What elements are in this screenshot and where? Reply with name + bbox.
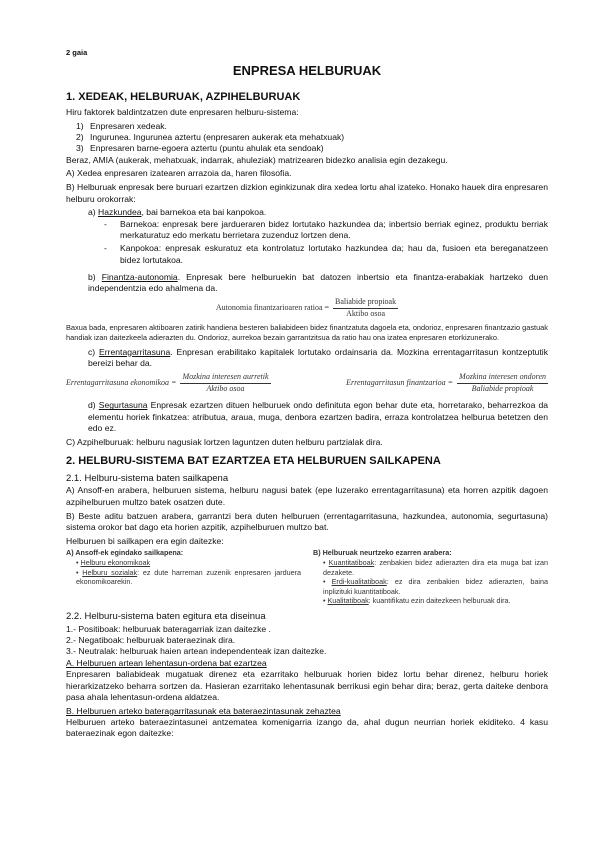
segurtasuna-title: Segurtasuna — [98, 400, 148, 411]
factors-list — [76, 121, 548, 155]
errentagarritasuna-title: Errentagarritasuna — [99, 346, 171, 357]
finantzarioa-formula: Errentagarritasun finantzarioa = $\frac{\text{Mozkina interesen ondoren}}{\text{Baliabide propioak}}$ — [346, 372, 546, 393]
sailkapen-intro: Helburuen bi sailkapen era egin daitezke: — [66, 535, 224, 546]
classification-col-b: B) Helburuak neurtzeko ezarren arabera: • Kuantitatiboak: zenbakien bidez adierazten dira eta muga bat izan dezakete. • Erdi-kualitatiboak: ez dira zenbakien bidez adierazten, baina inplizituki kuantitatiboak. • Kualitatiboak: kuantifikatu ezin daitezkeen helburuak dira. — [313, 548, 549, 605]
errentagarritasuna-item: c) Errentagarritasuna. Enpresan erabilitako kapitalek lortutako ordainsaria da. Mozkina errentagarritasun kontzeptutik bereizi behar da. — [88, 346, 549, 369]
errentagarritasun-formulas — [66, 372, 548, 394]
subsection-2-2: 2.2. Helburu-sistema baten egitura eta diseinua — [66, 611, 266, 623]
ansoff-paragraph: A) Ansoff-en arabera, helburuen sistema, helburu nagusi batek (epe luzerako errentagarritasuna) eta horren azpitik dagoen azpihelburuen multzo batek osatzen dute. — [66, 485, 548, 507]
azpihelburuak-paragraph: C) Azpihelburuak: helburu nagusiak lortzen laguntzen duten helburu partzialak dira. — [66, 436, 383, 447]
list-item: - Kanpokoa: enpresak eskuratuz eta kontrolatuz lortutako hazkundea da; hau da, fusioen eta bereganatzeen bidez lortutakoa. — [104, 243, 548, 265]
hazkundea-title: Hazkundea — [98, 207, 142, 218]
s1-intro: Hiru faktorek baldintzatzen dute enpresaren helburu-sistema: — [66, 106, 299, 117]
finantza-autonomia-title: Finantza-autonomia — [101, 272, 178, 283]
list-item: 2.- Negatiboak: helburuak bateraezinak dira. — [66, 635, 236, 646]
list-item: - Barnekoa: enpresak bere jardueraren bidez lortutako hazkundea da; inbertsio berriak eginez, produktu berriak merkaturatuz edo merkatu berrietara zuzenduz lortzen dena. — [104, 218, 548, 241]
beraz-paragraph: Beraz, AMIA (aukerak, mehatxuak, indarrak, ahuleziak) matrizearen bidezko analisia egin dezakegu. — [66, 154, 448, 165]
list-item: 1) Enpresaren xedeak. — [76, 120, 167, 131]
list-item: 2) Ingurunea. Ingurunea aztertu (enpresaren aukerak eta mehatxuak) — [76, 131, 345, 142]
segurtasuna-item: d) Segurtasuna Enpresak ezartzen dituen helburuek ondo definituta egon behar dute eta, horretarako, beharrezkoa da elementu horiek finkatzea: atributua, araua, muga, denbora ezartzen badira, erraza kontrolatzea helburua betetzen den edo ez. — [88, 400, 548, 434]
section-1-heading: 1. XEDEAK, HELBURUAK, AZPIHELBURUAK — [66, 91, 301, 104]
list-item: 3.- Neutralak: helburuak haien artean independenteak izan daitezke. — [66, 646, 327, 657]
classification-col-a: A) Ansoff-ek egindako sailkapena: • Helburu ekonomikoak • Helburu sozialak: ez dute harreman zuzenik enpresaren jarduera ekonomikoarekin. — [66, 548, 301, 587]
list-item: • Kualitatiboak: kuantifikatu ezin daitezkeen helburuak dira. — [323, 595, 511, 605]
list-item: • Erdi-kualitatiboak: ez dira zenbakien bidez adierazten, baina inplizituki kuantitatiboak. — [323, 577, 549, 596]
list-item: 1.- Positiboak: helburuak bateragarriak izan daitezke . — [66, 623, 271, 634]
aditu-paragraph: B) Beste aditu batzuen arabera, garrantzi bera duten helburuen (errentagarritasuna, hazkundea, autonomia, segurtasuna) sistema orokor bat dago eta horien azpitik, azpihelburuen multzo bat. — [66, 510, 548, 532]
subsection-a-text: Enpresaren baliabideak mugatuak direnez eta ezarritako helburuak horien bidez lortu behar direnez, helburu horiek hierarkizatzeko beharra sortzen da. Hasieran ezarritako lehentasunak berrikusi egin behar dira; beraz, gerta daiteke denbora pasa ahala lehentasun-ordena aldatzea. — [66, 669, 548, 702]
ekonomikoa-formula: Errentagarritasuna ekonomikoa = $\frac{\text{Mozkina interesen aurretik}}{\text{Aktibo osoa}}$ — [66, 372, 269, 393]
list-item: • Helburu sozialak: ez dute harreman zuzenik enpresaren jarduera ekonomikoarekin. — [76, 567, 301, 587]
autonomia-formula: Autonomia finantzarioaren ratioa = $\frac{\text{Baliabide propioak}}{\text{Aktibo osoa}}$ — [215, 297, 397, 318]
subsection-b-text: Helburuen arteko bateraezintasunei antzematea komenigarria izango da, ahal dugun neurrian horiek ekiditeko. 4 kasu bateraezinak egon daitezke: — [66, 717, 548, 739]
page-title: ENPRESA HELBURUAK — [232, 63, 382, 78]
subsection-2-1: 2.1. Helburu-sistema baten sailkapena — [66, 472, 229, 484]
section-2-heading: 2. HELBURU-SISTEMA BAT EZARTZEA ETA HELBURUEN SAILKAPENA — [66, 455, 441, 468]
xedea-paragraph: A) Xedea enpresaren izatearen arrazoia da, haren filosofia. — [66, 168, 292, 179]
list-item: • Helburu ekonomikoak — [76, 558, 151, 568]
subsection-a-heading: A. Helburuen artean lehentasun-ordena bat ezartzea — [66, 657, 267, 668]
ratio-note: Baxua bada, enpresaren aktiboaren zatirik handiena besteren baliabideen bidez finantzatuta dagoela eta, ondorioz, enpresaren finantzazio gastuak handiak izan daitezkeela adierazten du. Ondorioz, aurrekoa bezain garrantzitsua da ratio hau ona izatea enpresaren etorkizunerako. — [66, 323, 548, 343]
subsection-b-heading: B. Helburuen arteko bateragarritasunak eta bateraezintasunak zehaztea — [66, 705, 341, 716]
finantza-autonomia-item: b) Finantza-autonomia. Enpresak bere helburuekin bat datozen inbertsio eta finantza-erabakiak hartzeko duen independentzia edo ahalmena da. — [88, 272, 548, 294]
hazkundea-item: a) Hazkundea, bai barnekoa eta bai kanpokoa. — [88, 207, 267, 218]
list-item: • Kuantitatiboak: zenbakien bidez adierazten dira eta muga bat izan dezakete. — [323, 558, 549, 577]
helburuak-paragraph: B) Helburuak enpresak bere buruari ezartzen dizkion eginkizunak dira xedea lortu ahal izateko. Honako hauek dira enpresaren helburu orokorrak: — [66, 182, 548, 204]
classification-columns — [66, 548, 548, 605]
chapter-label: 2 gaia — [66, 48, 88, 57]
list-item: 3) Enpresaren barne-egoera aztertu (puntu ahulak eta sendoak) — [76, 143, 324, 154]
